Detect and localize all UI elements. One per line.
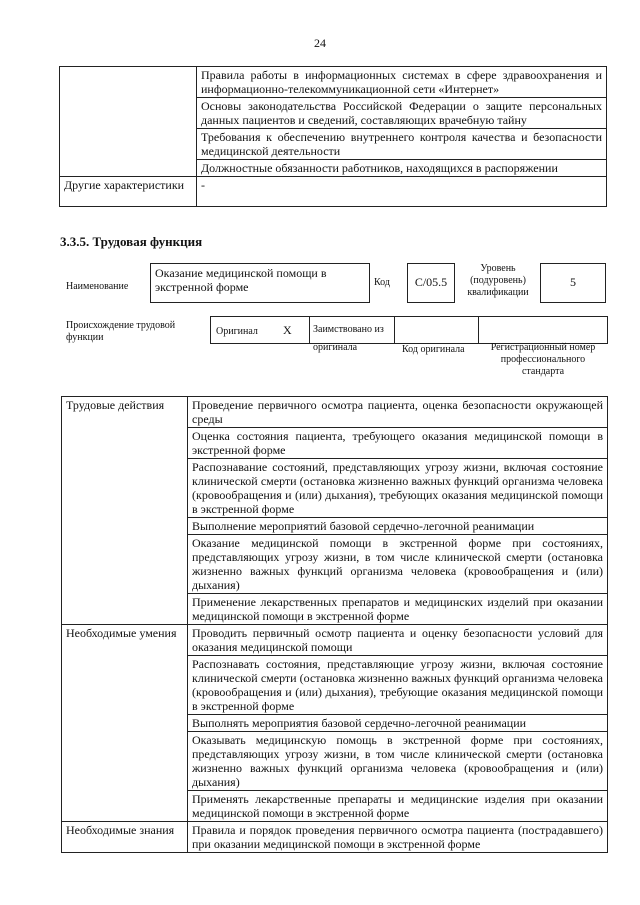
reg-number-caption: Регистрационный номер профессионального стандарта <box>490 342 596 377</box>
action-item: Оценка состояния пациента, требующего оказания медицинской помощи в экстренной форме <box>188 428 608 459</box>
original-code-caption: Код оригинала <box>402 344 465 355</box>
reg-number-box <box>478 316 608 344</box>
original-label: Оригинал <box>216 326 258 337</box>
knowledge-continuation-table <box>59 66 607 207</box>
knowledge-item: Основы законодательства Российской Федерации о защите персональных данных пациентов и сведений, составляющих врачебную тайну <box>197 98 607 129</box>
action-item: Проведение первичного осмотра пациента, оценка безопасности окружающей среды <box>188 397 608 428</box>
skill-item: Применять лекарственные препараты и медицинские изделия при оказании медицинской помощи в экстренной форме <box>188 791 608 822</box>
name-label: Наименование <box>66 281 129 292</box>
action-item: Применение лекарственных препаратов и медицинских изделий при оказании медицинской помощи в экстренной форме <box>188 594 608 625</box>
section-title: 3.3.5. Трудовая функция <box>60 234 203 249</box>
origin-label: Происхождение трудовой функции <box>66 320 176 343</box>
action-item: Выполнение мероприятий базовой сердечно-легочной реанимации <box>188 518 608 535</box>
knowledge-item: Требования к обеспечению внутреннего контроля качества и безопасности медицинской деятельности <box>197 129 607 160</box>
function-name-value: Оказание медицинской помощи в экстренной форме <box>155 266 327 294</box>
level-value: 5 <box>570 275 576 289</box>
level-box <box>540 263 606 303</box>
skill-item: Выполнять мероприятия базовой сердечно-легочной реанимации <box>188 715 608 732</box>
borrowed-label: Заимствовано из оригинала <box>313 324 384 353</box>
function-name-box <box>150 263 370 303</box>
page-number: 24 <box>314 36 326 50</box>
knowledge-item: Должностные обязанности работников, находящихся в распоряжении <box>197 160 607 177</box>
skill-item: Проводить первичный осмотр пациента и оценку безопасности условий для оказания медицинской помощи <box>188 625 608 656</box>
empty-label-cell <box>60 67 197 177</box>
borrowed-box <box>309 316 395 353</box>
action-item: Распознавание состояний, представляющих угрозу жизни, включая состояние клинической смерти (остановка жизненно важных функций организма человека (кровообращения и (или) дыхания), требующих оказания медицинской помощи в экстренной форме <box>188 459 608 518</box>
skills-label: Необходимые умения <box>62 625 188 822</box>
original-code-box <box>394 316 479 344</box>
labor-function-table <box>61 396 608 853</box>
other-characteristics-value: - <box>197 177 607 207</box>
code-box <box>407 263 455 303</box>
knowledge-item: Правила и порядок проведения первичного осмотра пациента (пострадавшего) при оказании медицинской помощи в экстренной форме <box>188 822 608 853</box>
knowledge-label: Необходимые знания <box>62 822 188 853</box>
code-label: Код <box>374 277 390 288</box>
action-item: Оказание медицинской помощи в экстренной форме при состояниях, представляющих угрозу жизни, в том числе клинической смерти (остановка жизненно важных функций организма человека (кровообращения и (или) дыхания) <box>188 535 608 594</box>
other-characteristics-label: Другие характеристики <box>60 177 197 207</box>
skill-item: Оказывать медицинскую помощь в экстренной форме при состояниях, представляющих угрозу жизни, в том числе клинической смерти (остановка жизненно важных функций организма человека (кровообращения и (или) дыхания) <box>188 732 608 791</box>
skill-item: Распознавать состояния, представляющие угрозу жизни, включая состояние клинической смерти (остановка жизненно важных функций организма человека (кровообращения и (или) дыхания), требующие оказания медицинской помощи в экстренной форме <box>188 656 608 715</box>
original-mark: Х <box>283 323 292 337</box>
code-value: С/05.5 <box>414 275 448 289</box>
original-box <box>210 316 310 344</box>
level-label: Уровень (подуровень) квалификации <box>467 263 529 298</box>
actions-label: Трудовые действия <box>62 397 188 625</box>
knowledge-item: Правила работы в информационных системах в сфере здравоохранения и информационно-телекоммуникационной сети «Интернет» <box>197 67 607 98</box>
